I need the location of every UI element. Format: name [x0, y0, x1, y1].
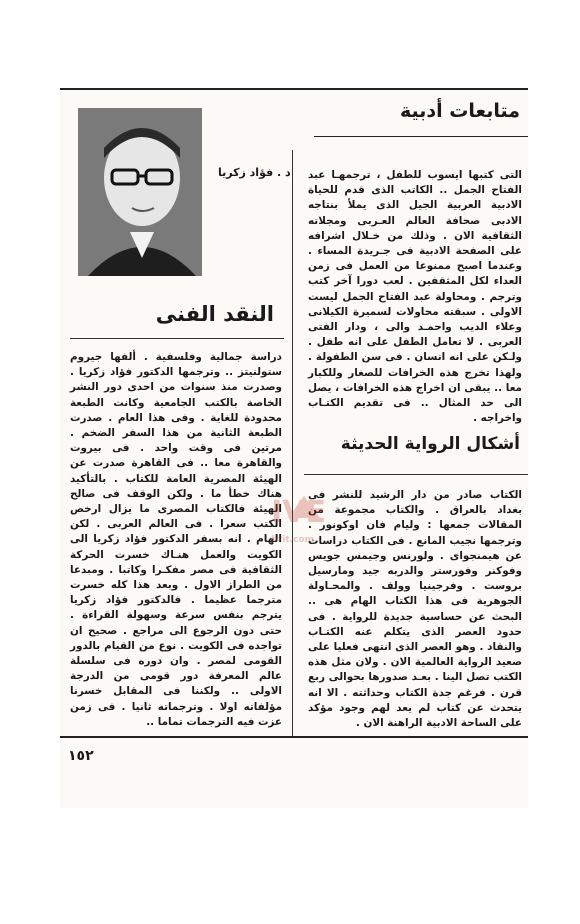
article-author: د . فؤاد زكريا — [218, 166, 291, 179]
article-title-art-criticism: النقد الفنى — [155, 302, 274, 326]
article-title-underline — [70, 338, 284, 339]
magazine-page — [60, 88, 528, 808]
author-portrait — [78, 108, 202, 276]
article-paragraph: التى كتبها ايسوب للطفل ، ترجمهـا عبد الفتاح الجمل .. الكاتب الذى قدم للحياة الادبية العربية الجيل الذى يملأ بنتاجه الادبى صحافة العالم العـربى ومجلاته الثقافية الان . وذلك من خـلال اشرافه على الصفحة الادبية فى جـريدة المساء . وعندما اصبح ممنوعا من العمل فى زمن العداء لكل المثقفين . لعب دورا آخر كتب وترجم . ومحاولة عبد الفتاح الجمل ليست الاولى . سبقته محاولات لسميرة الكيلانى وعلاء الديب واحمـد والى ، ودار الفتى العربى . لا تعامل الطفل على انه طفل . ولـكن على انه انسان . فى سن الطفولة . ولهذا تخرج هذه الخرافات للصغار وللكبار معا .. يبقى ان اخراج هذه الخرافات ، يصل الى حد المثال .. فى تقديم الكتـاب واخراجه . — [308, 169, 522, 425]
article-title-modern-novel: أشكال الرواية الحديثة — [340, 434, 520, 454]
top-rule — [60, 88, 528, 90]
article-paragraph: الكتاب صادر من دار الرشيد للنشر فى بغداد بالعراق . والكتاب مجموعة من المقالات جمعها : وليام فان اوكونور . وترجمها نجيب المانع . فى الكتاب دراسات عن هيمنجواى . ولورنس وجيمس جويس وفوكنر وفورستر والدربه جيد ومارسيل بروست . وفرجينيا وولف . والمحـاولة الجوهرية فى هذا الكتاب الهام هى .. البحث عن حساسية جديدة للرواية . فى حدود العصر الذى يتكلم عنه الكتـاب والنقاد . وهو العصر الذى انتهى فعليا على صعيد الرواية العالمية الان . ولان مثل هذه الكتب تصل الينا . بعـد صدورها بحوالى ربع قرن . فرغم جدة الكتاب وحداثته . الا انه يتحدث عن كتاب لم يعد لهم وجود مؤكد على الساحة الادبية الراهنة الان . — [308, 489, 522, 730]
article-body-left — [70, 350, 282, 730]
watermark-text: IVE — [271, 495, 326, 530]
section-title: متابعات أدبية — [399, 100, 520, 122]
watermark-url: hrit.com — [271, 535, 314, 545]
column-divider — [292, 150, 293, 736]
bottom-rule — [60, 736, 528, 738]
section-title-underline — [314, 136, 528, 137]
page-number: ١٥٢ — [68, 748, 94, 764]
article-paragraph: دراسة جمالية وفلسفية . ألفها جيروم ستولنيتز .. وترجمها الدكتور فؤاد زكريا . وصدرت منذ سنوات من احدى دور النشر الخاصة بالكتب الجامعية وكانت الطبعة محدودة للغاية . وفى هذا العام . صدرت الطبعة الثانية من هذا السفر الضخم . مرتين فى وقت واحد . فى بيروت والقاهرة معا .. فى القاهرة صدرت عن الهيئة المصرية العامة للكتاب . بالتأكيد هناك خطأ ما . ولكن الوقف فى صالح الهيئة فالكتاب المصرى ما يزال ارخص الكتب سعرا . فى العالم العربى . لكن الهام . انه بسفر الدكتور فؤاد زكريا الى الكويت والعمل هنـاك خسرت الحركة الثقافية فى مصر مفكـرا وكاتبا . ومبدعا من الطراز الاول . وبعد هذا كله خسرت مترجما عظيما . فالدكتور فؤاد زكريا يترجم بنفس سرعة وسهولة القراءة . حتى دون الرجوع الى مراجع . صحيح ان تواجده فى الكويت . نوع من القيام بالدور القومى لمصر . وان دوره فى سلسلة عالم المعرفة دور قومى من الدرجة الاولى .. ولكننا فى المقابل خسرنا مؤلفاته اولا . وترجماته ثانيا . فى زمن عزت فيه الترجمات تماما .. — [70, 351, 282, 728]
subhead-underline — [304, 474, 528, 475]
portrait-illustration — [78, 108, 202, 276]
article-body-right-top — [308, 168, 522, 426]
article-body-right-bottom — [308, 488, 522, 731]
